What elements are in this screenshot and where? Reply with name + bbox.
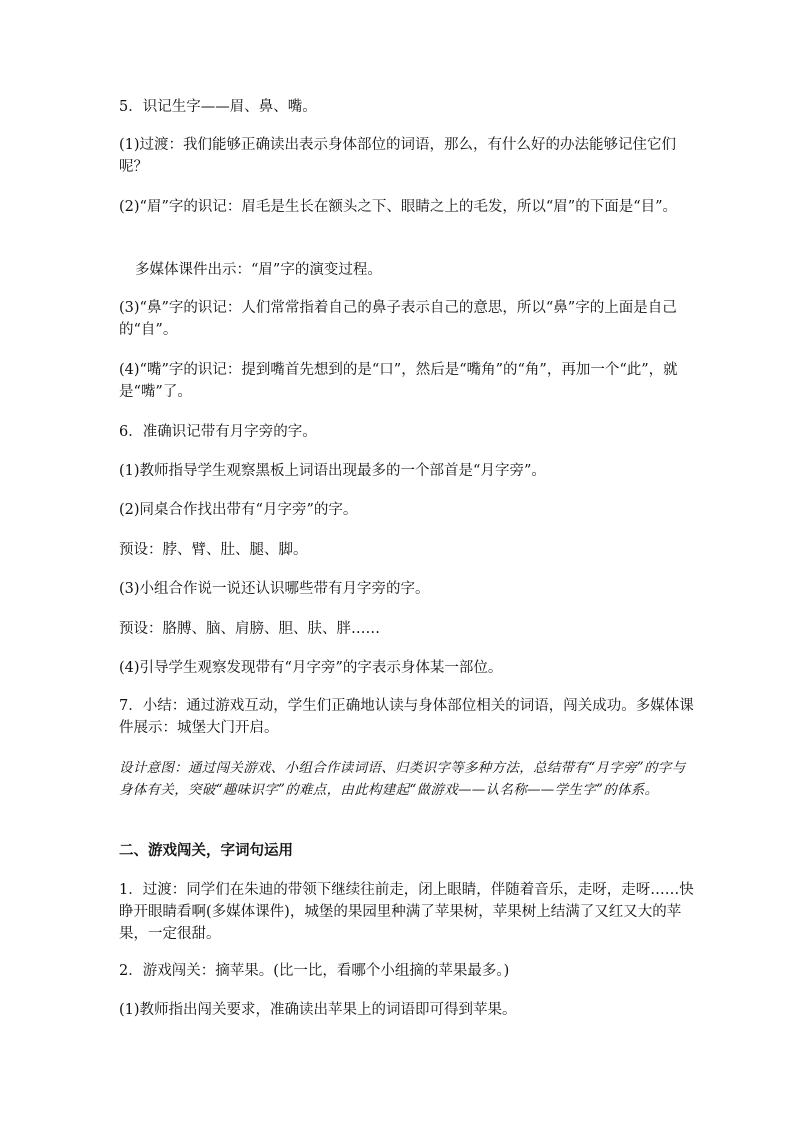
paragraph-group-talk: (3)小组合作说一说还认识哪些带有月字旁的字。 xyxy=(119,581,430,597)
paragraph-mei: (2)“眉”字的识记：眉毛是生长在额头之下、眼睛之上的毛发，所以“眉”的下面是“目”。 xyxy=(119,199,678,215)
paragraph-preset-1: 预设：脖、臂、肚、腿、脚。 xyxy=(119,542,308,558)
paragraph-observe: (1)教师指导学生观察黑板上词语出现最多的一个部首是“月字旁”。 xyxy=(119,463,546,479)
paragraph-multimedia-mei: 多媒体课件出示：“眉”字的演变过程。 xyxy=(135,262,382,278)
paragraph-preset-2: 预设：胳膊、脑、肩膀、胆、肤、胖…… xyxy=(119,621,380,637)
paragraph-transition-2: 1．过渡：同学们在朱迪的带领下继续往前走，闭上眼睛，伴随着音乐，走呀，走呀……快睁开眼睛看啊(多媒体课件)，城堡的果园里种满了苹果树，苹果树上结满了又红又大的苹果，一定很甜。 xyxy=(119,882,694,942)
paragraph-bi: (3)“鼻”字的识记：人们常常指着自己的鼻子表示自己的意思，所以“鼻”字的上面是自己的“自”。 xyxy=(119,300,677,338)
paragraph-desk-partner: (2)同桌合作找出带有“月字旁”的字。 xyxy=(119,502,358,518)
paragraph-item-6: 6．准确识记带有月字旁的字。 xyxy=(119,424,317,440)
paragraph-transition: (1)过渡：我们能够正确读出表示身体部位的词语，那么，有什么好的办法能够记住它们呢？ xyxy=(119,137,677,175)
paragraph-summary: 7．小结：通过游戏互动，学生们正确地认读与身体部位相关的词语，闯关成功。多媒体课件展示：城堡大门开启。 xyxy=(119,698,694,736)
section-heading: 二、游戏闯关，字词句运用 xyxy=(119,843,293,859)
paragraph-guide: (4)引导学生观察发现带有“月字旁”的字表示身体某一部位。 xyxy=(119,660,503,676)
paragraph-zui: (4)“嘴”字的识记：提到嘴首先想到的是“口”，然后是“嘴角”的“角”，再加一个“此”，就是“嘴”了。 xyxy=(119,362,678,400)
paragraph-design-intent: 设计意图：通过闯关游戏、小组合作读词语、归类识字等多种方法，总结带有“月字旁”的字与身体有关，突破“趣味识字”的难点，由此构建起“做游戏——认名称——学生字”的体系。 xyxy=(119,760,686,798)
paragraph-requirements: (1)教师指出闯关要求，准确读出苹果上的词语即可得到苹果。 xyxy=(119,1002,517,1018)
paragraph-pick-apples: 2．游戏闯关：摘苹果。(比一比，看哪个小组摘的苹果最多。) xyxy=(119,963,510,979)
paragraph-item-5: 5．识记生字——眉、鼻、嘴。 xyxy=(119,99,317,115)
